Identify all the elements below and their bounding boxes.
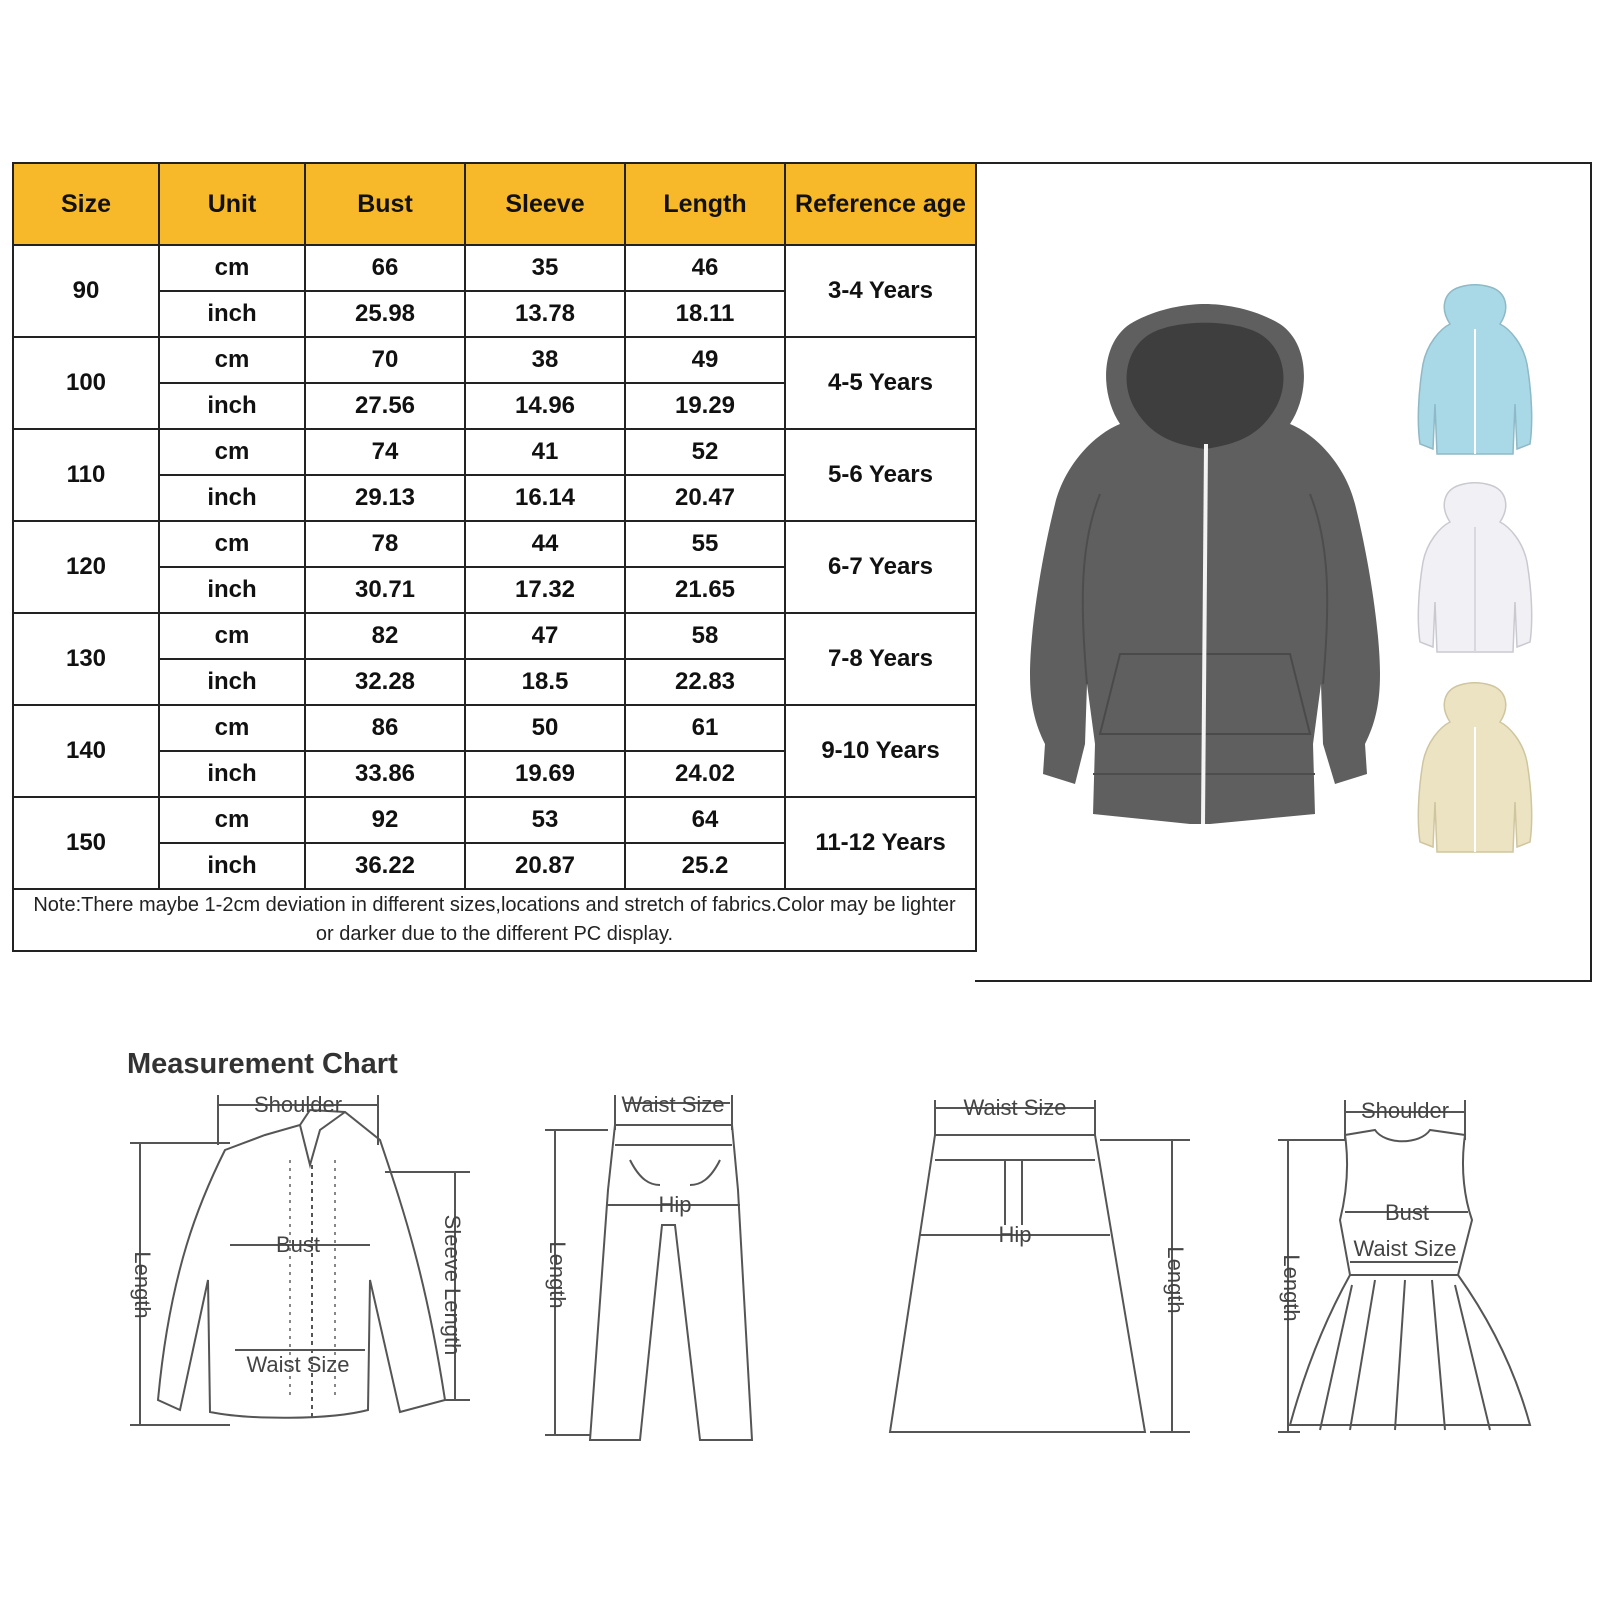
- measurement-chart-title: Measurement Chart: [127, 1048, 398, 1080]
- size-cell: 140: [13, 705, 159, 797]
- length-cell: 25.2: [625, 843, 785, 889]
- length-cell: 22.83: [625, 659, 785, 705]
- sleeve-cell: 41: [465, 429, 625, 475]
- sleeve-cell: 19.69: [465, 751, 625, 797]
- bust-cell: 74: [305, 429, 465, 475]
- length-cell: 18.11: [625, 291, 785, 337]
- skirt-diagram: [890, 1100, 1190, 1432]
- age-cell: 7-8 Years: [785, 613, 976, 705]
- unit-cell: inch: [159, 475, 305, 521]
- sleeve-cell: 38: [465, 337, 625, 383]
- unit-cell: cm: [159, 429, 305, 475]
- sleeve-cell: 16.14: [465, 475, 625, 521]
- age-cell: 11-12 Years: [785, 797, 976, 889]
- length-cell: 21.65: [625, 567, 785, 613]
- shirt-shoulder-label: Shoulder: [253, 1092, 343, 1117]
- note-text: Note:There maybe 1-2cm deviation in different sizes,locations and stretch of fabrics.Color may be lighter or darker due to the different PC display.: [13, 889, 976, 951]
- shirt-sleeve-label: Sleeve Length: [440, 1214, 465, 1356]
- sleeve-cell: 35: [465, 245, 625, 291]
- unit-cell: cm: [159, 613, 305, 659]
- header-reference-age: Reference age: [785, 163, 976, 245]
- size-cell: 110: [13, 429, 159, 521]
- length-cell: 58: [625, 613, 785, 659]
- bust-cell: 30.71: [305, 567, 465, 613]
- bust-cell: 70: [305, 337, 465, 383]
- age-cell: 3-4 Years: [785, 245, 976, 337]
- sleeve-cell: 13.78: [465, 291, 625, 337]
- bust-cell: 78: [305, 521, 465, 567]
- unit-cell: inch: [159, 843, 305, 889]
- bust-cell: 32.28: [305, 659, 465, 705]
- skirt-waist-label: Waist Size: [963, 1095, 1067, 1120]
- size-cell: 100: [13, 337, 159, 429]
- length-cell: 20.47: [625, 475, 785, 521]
- pants-hip-label: Hip: [658, 1192, 692, 1217]
- unit-cell: cm: [159, 705, 305, 751]
- shirt-bust-label: Bust: [275, 1232, 321, 1257]
- sleeve-cell: 20.87: [465, 843, 625, 889]
- age-cell: 6-7 Years: [785, 521, 976, 613]
- header-sleeve: Sleeve: [465, 163, 625, 245]
- pants-waist-label: Waist Size: [621, 1092, 725, 1117]
- sleeve-cell: 44: [465, 521, 625, 567]
- length-cell: 46: [625, 245, 785, 291]
- unit-cell: cm: [159, 245, 305, 291]
- dress-bust-label: Bust: [1384, 1200, 1430, 1225]
- bust-cell: 66: [305, 245, 465, 291]
- dress-waist-label: Waist Size: [1353, 1236, 1457, 1261]
- length-cell: 61: [625, 705, 785, 751]
- length-cell: 49: [625, 337, 785, 383]
- age-cell: 4-5 Years: [785, 337, 976, 429]
- bust-cell: 25.98: [305, 291, 465, 337]
- bust-cell: 36.22: [305, 843, 465, 889]
- age-cell: 5-6 Years: [785, 429, 976, 521]
- unit-cell: inch: [159, 659, 305, 705]
- unit-cell: inch: [159, 567, 305, 613]
- pants-diagram: [545, 1095, 752, 1440]
- length-cell: 55: [625, 521, 785, 567]
- unit-cell: cm: [159, 797, 305, 843]
- bust-cell: 92: [305, 797, 465, 843]
- sleeve-cell: 47: [465, 613, 625, 659]
- skirt-hip-label: Hip: [998, 1222, 1032, 1247]
- dress-length-label: Length: [1279, 1254, 1304, 1322]
- shirt-waist-label: Waist Size: [246, 1352, 350, 1377]
- size-cell: 150: [13, 797, 159, 889]
- size-cell: 120: [13, 521, 159, 613]
- skirt-length-label: Length: [1163, 1246, 1188, 1314]
- sleeve-cell: 53: [465, 797, 625, 843]
- sleeve-cell: 18.5: [465, 659, 625, 705]
- size-cell: 90: [13, 245, 159, 337]
- length-cell: 24.02: [625, 751, 785, 797]
- size-cell: 130: [13, 613, 159, 705]
- bust-cell: 33.86: [305, 751, 465, 797]
- length-cell: 64: [625, 797, 785, 843]
- sleeve-cell: 14.96: [465, 383, 625, 429]
- unit-cell: cm: [159, 337, 305, 383]
- age-cell: 9-10 Years: [785, 705, 976, 797]
- header-length: Length: [625, 163, 785, 245]
- length-cell: 19.29: [625, 383, 785, 429]
- dress-shoulder-label: Shoulder: [1360, 1098, 1450, 1123]
- unit-cell: cm: [159, 521, 305, 567]
- header-unit: Unit: [159, 163, 305, 245]
- sleeve-cell: 17.32: [465, 567, 625, 613]
- unit-cell: inch: [159, 291, 305, 337]
- length-cell: 52: [625, 429, 785, 475]
- unit-cell: inch: [159, 751, 305, 797]
- shirt-length-label: Length: [130, 1251, 155, 1319]
- header-size: Size: [13, 163, 159, 245]
- bust-cell: 27.56: [305, 383, 465, 429]
- sleeve-cell: 50: [465, 705, 625, 751]
- bust-cell: 86: [305, 705, 465, 751]
- dress-diagram: [1278, 1100, 1530, 1432]
- unit-cell: inch: [159, 383, 305, 429]
- bust-cell: 82: [305, 613, 465, 659]
- bust-cell: 29.13: [305, 475, 465, 521]
- header-bust: Bust: [305, 163, 465, 245]
- pants-length-label: Length: [545, 1241, 570, 1309]
